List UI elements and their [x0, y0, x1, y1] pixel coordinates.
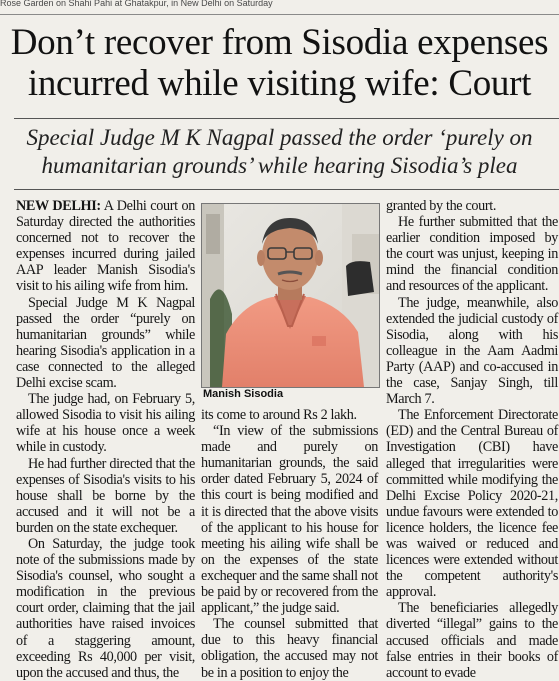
manish-sisodia-photo [201, 203, 380, 388]
headline-line-1: Don’t recover from Sisodia expenses [10, 22, 549, 63]
paragraph: granted by the court. [386, 198, 497, 214]
paragraph: Special Judge M K Nagpal passed the order “purely on humanitarian grounds” while hearing Sisodia's application in a case connected to the alleged Delhi excise scam. [16, 294, 195, 392]
dateline: NEW DELHI: [16, 198, 101, 214]
paragraph-text: A Delhi court on Saturday directed the authorities concerned not to recover the expenses incurred during jailed AAP leader Manish Sisodia's visit to his ailing wife from him. [16, 198, 196, 295]
paragraph: The Enforcement Directorate (ED) and the Central Bureau of Investigation (CBI) have alleged that irregularities were committed while modifying the Delhi Excise Policy 2020-21, undue favours were extended to licence holders, the licence fee was waived or reduced and licences were extended without the competent authority's approval. [386, 407, 558, 601]
headline-line-2: incurred while visiting wife: Court [27, 63, 532, 104]
article-column-3 [386, 198, 558, 681]
article-column-2 [201, 407, 378, 681]
paragraph: “In view of the submissions made and purely on humanitarian grounds, the said order dated February 5, 2024 of this court is being modified and it is directed that the above visits of the applicant to his house for meeting his ailing wife shall be on the expenses of the state exchequer and the same shall not be paid by or recovered from the applicant,” the judge said. [201, 423, 378, 617]
paragraph: its come to around Rs 2 lakh. [201, 407, 357, 423]
deck-bottom-rule [14, 189, 559, 190]
headline [0, 22, 559, 104]
paragraph [16, 198, 195, 295]
previous-article-strip [0, 0, 559, 15]
paragraph: The judge, meanwhile, also extended the judicial custody of Sisodia, along with his colleague in the Aam Aadmi Party (AAP) and co-accused in the case, Sanjay Singh, till March 7. [386, 294, 558, 408]
strip-text: Rose Garden on Shahi Pahi at Ghatakpur, in New Delhi on Saturday [0, 0, 273, 8]
paragraph: The beneficiaries allegedly diverted “illegal” gains to the accused officials and made false entries in their books of account to evade [386, 600, 558, 681]
paragraph: On Saturday, the judge took note of the submissions made by Sisodia's counsel, who sought a modification in the previous court order, claiming that the jail authorities have raised invoices of a staggering amount, exceeding Rs 40,000 per visit, upon the accused and thus, the [16, 535, 195, 681]
paragraph: The judge had, on February 5, allowed Sisodia to visit his ailing wife at his house once a week while in custody. [16, 391, 195, 456]
deck-subheadline [0, 124, 559, 180]
paragraph: The counsel submitted that due to this heavy financial obligation, the accused may not be in a position to enjoy the [201, 616, 378, 681]
deck-top-rule [14, 118, 559, 119]
portrait-illustration [202, 204, 379, 387]
deck-line-2: humanitarian grounds’ while hearing Sisodia’s plea [41, 153, 518, 178]
photo-caption: Manish Sisodia [203, 388, 284, 400]
deck-line-1: Special Judge M K Nagpal passed the order ‘purely on [26, 125, 533, 150]
paragraph: He further submitted that the earlier condition imposed by the court was unjust, keeping in mind the financial condition and resources of the applicant. [386, 214, 558, 295]
paragraph: He had further directed that the expenses of Sisodia's visits to his house shall be borne by the accused and it will not be a burden on the state exchequer. [16, 455, 195, 536]
article-column-1 [16, 198, 195, 681]
